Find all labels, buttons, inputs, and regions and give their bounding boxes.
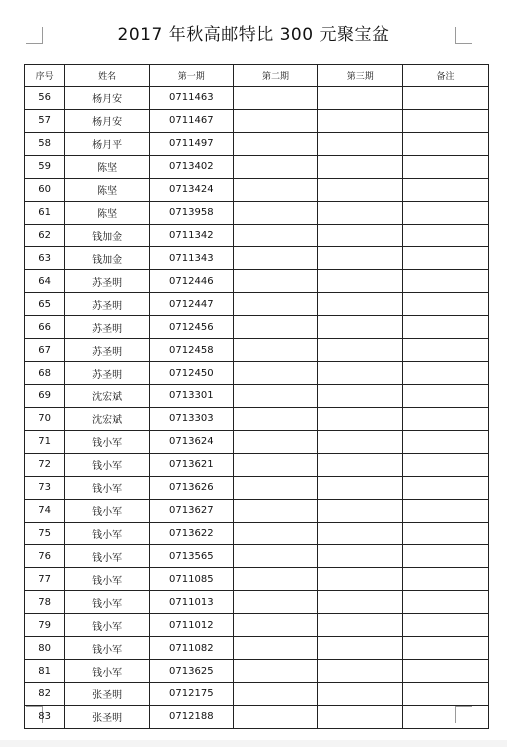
row-period-1-cell: 0712456 [149,316,233,339]
row-remarks-cell [403,637,489,660]
row-index-cell: 61 [25,201,65,224]
row-period-2-cell [233,362,318,385]
row-period-3-cell [318,316,403,339]
table-row [25,682,489,705]
table-row [25,316,489,339]
row-remarks-cell [403,522,489,545]
row-period-2-cell [233,637,318,660]
row-period-1-cell: 0711085 [149,568,233,591]
row-remarks-cell [403,384,489,407]
table-row [25,430,489,453]
table-header [25,65,489,87]
row-remarks-cell [403,132,489,155]
table-row [25,637,489,660]
row-period-1-cell: 0713625 [149,660,233,683]
row-name-cell: 钱小军 [65,522,150,545]
row-period-1-cell: 0713303 [149,407,233,430]
row-period-2-cell [233,545,318,568]
row-remarks-cell [403,545,489,568]
row-period-3-cell [318,430,403,453]
row-name-cell: 钱小军 [65,545,150,568]
row-period-2-cell [233,407,318,430]
table-row [25,155,489,178]
row-name-cell: 钱小军 [65,568,150,591]
row-remarks-cell [403,591,489,614]
row-period-2-cell [233,201,318,224]
row-period-1-cell: 0711342 [149,224,233,247]
table-row [25,568,489,591]
row-period-3-cell [318,682,403,705]
table-row [25,109,489,132]
row-period-2-cell [233,87,318,110]
row-period-3-cell [318,660,403,683]
row-index-cell: 64 [25,270,65,293]
row-index-cell: 83 [25,705,65,728]
row-period-3-cell [318,384,403,407]
row-name-cell: 苏圣明 [65,362,150,385]
row-name-cell: 苏圣明 [65,339,150,362]
row-period-3-cell [318,247,403,270]
row-period-3-cell [318,591,403,614]
row-period-1-cell: 0711463 [149,87,233,110]
row-name-cell: 陈坚 [65,178,150,201]
row-index-cell: 81 [25,660,65,683]
row-index-cell: 72 [25,453,65,476]
row-name-cell: 苏圣明 [65,270,150,293]
row-period-1-cell: 0713622 [149,522,233,545]
row-name-cell: 陈坚 [65,201,150,224]
row-index-cell: 69 [25,384,65,407]
row-period-2-cell [233,453,318,476]
row-index-cell: 68 [25,362,65,385]
row-name-cell: 张圣明 [65,682,150,705]
row-period-1-cell: 0712175 [149,682,233,705]
row-name-cell: 苏圣明 [65,316,150,339]
row-index-cell: 67 [25,339,65,362]
row-period-1-cell: 0711467 [149,109,233,132]
table-row [25,522,489,545]
row-index-cell: 57 [25,109,65,132]
col-header-period-3: 第三期 [318,65,403,87]
row-period-2-cell [233,705,318,728]
row-period-1-cell: 0711343 [149,247,233,270]
row-period-3-cell [318,522,403,545]
table-row [25,339,489,362]
row-period-3-cell [318,499,403,522]
row-period-3-cell [318,178,403,201]
row-period-3-cell [318,407,403,430]
row-index-cell: 79 [25,614,65,637]
row-period-2-cell [233,522,318,545]
row-period-2-cell [233,430,318,453]
row-index-cell: 78 [25,591,65,614]
row-remarks-cell [403,705,489,728]
row-period-3-cell [318,362,403,385]
row-period-2-cell [233,499,318,522]
row-period-1-cell: 0713301 [149,384,233,407]
row-period-1-cell: 0712447 [149,293,233,316]
row-remarks-cell [403,614,489,637]
row-name-cell: 钱小军 [65,660,150,683]
table-row [25,247,489,270]
row-remarks-cell [403,155,489,178]
row-period-3-cell [318,155,403,178]
row-name-cell: 钱加金 [65,224,150,247]
row-remarks-cell [403,476,489,499]
row-period-1-cell: 0713626 [149,476,233,499]
row-period-1-cell: 0712446 [149,270,233,293]
row-name-cell: 钱小军 [65,591,150,614]
row-index-cell: 65 [25,293,65,316]
row-index-cell: 82 [25,682,65,705]
row-name-cell: 杨月平 [65,132,150,155]
row-remarks-cell [403,339,489,362]
table-row [25,293,489,316]
row-name-cell: 杨月安 [65,109,150,132]
row-remarks-cell [403,316,489,339]
row-period-2-cell [233,660,318,683]
table-row [25,178,489,201]
row-period-2-cell [233,614,318,637]
row-remarks-cell [403,293,489,316]
row-period-1-cell: 0712450 [149,362,233,385]
col-header-period-1: 第一期 [149,65,233,87]
row-index-cell: 80 [25,637,65,660]
row-remarks-cell [403,201,489,224]
row-period-3-cell [318,614,403,637]
row-remarks-cell [403,430,489,453]
row-period-3-cell [318,109,403,132]
row-period-1-cell: 0712458 [149,339,233,362]
row-period-2-cell [233,316,318,339]
page-bottom-gap [0,740,507,747]
row-index-cell: 59 [25,155,65,178]
table-row [25,201,489,224]
row-period-2-cell [233,568,318,591]
row-name-cell: 钱小军 [65,637,150,660]
row-period-2-cell [233,132,318,155]
table-row [25,660,489,683]
row-name-cell: 钱小军 [65,430,150,453]
row-name-cell: 苏圣明 [65,293,150,316]
table-row [25,545,489,568]
row-period-2-cell [233,293,318,316]
row-period-3-cell [318,705,403,728]
row-index-cell: 56 [25,87,65,110]
row-period-1-cell: 0713958 [149,201,233,224]
row-period-1-cell: 0712188 [149,705,233,728]
row-period-2-cell [233,109,318,132]
row-period-2-cell [233,178,318,201]
row-index-cell: 71 [25,430,65,453]
table-row [25,407,489,430]
table-body [25,87,489,729]
table-row [25,132,489,155]
row-period-3-cell [318,293,403,316]
col-header-index: 序号 [25,65,65,87]
row-index-cell: 63 [25,247,65,270]
col-header-remarks: 备注 [403,65,489,87]
row-period-3-cell [318,568,403,591]
row-period-3-cell [318,545,403,568]
row-name-cell: 沈宏斌 [65,384,150,407]
row-name-cell: 钱小军 [65,453,150,476]
row-period-3-cell [318,453,403,476]
table-row [25,499,489,522]
row-period-1-cell: 0711497 [149,132,233,155]
table-row [25,614,489,637]
row-period-1-cell: 0713565 [149,545,233,568]
table-row [25,591,489,614]
row-period-2-cell [233,682,318,705]
row-period-3-cell [318,87,403,110]
row-index-cell: 58 [25,132,65,155]
row-period-3-cell [318,339,403,362]
row-index-cell: 70 [25,407,65,430]
row-remarks-cell [403,682,489,705]
table-row [25,453,489,476]
row-remarks-cell [403,270,489,293]
row-remarks-cell [403,453,489,476]
row-remarks-cell [403,109,489,132]
row-remarks-cell [403,362,489,385]
row-remarks-cell [403,660,489,683]
row-name-cell: 钱加金 [65,247,150,270]
lottery-number-table [24,64,489,729]
row-period-1-cell: 0711082 [149,637,233,660]
row-index-cell: 76 [25,545,65,568]
row-remarks-cell [403,568,489,591]
row-period-2-cell [233,155,318,178]
row-name-cell: 钱小军 [65,614,150,637]
row-period-3-cell [318,224,403,247]
col-header-name: 姓名 [65,65,150,87]
row-period-1-cell: 0713627 [149,499,233,522]
row-period-2-cell [233,270,318,293]
row-index-cell: 75 [25,522,65,545]
table-row [25,224,489,247]
row-index-cell: 60 [25,178,65,201]
row-name-cell: 钱小军 [65,499,150,522]
table-row [25,362,489,385]
row-name-cell: 陈坚 [65,155,150,178]
row-period-3-cell [318,637,403,660]
row-period-1-cell: 0713424 [149,178,233,201]
row-index-cell: 66 [25,316,65,339]
row-name-cell: 沈宏斌 [65,407,150,430]
row-period-2-cell [233,591,318,614]
header-row [25,65,489,87]
row-index-cell: 73 [25,476,65,499]
col-header-period-2: 第二期 [233,65,318,87]
row-period-3-cell [318,476,403,499]
table-row [25,384,489,407]
row-name-cell: 杨月安 [65,87,150,110]
table-row [25,270,489,293]
row-name-cell: 张圣明 [65,705,150,728]
row-period-1-cell: 0711013 [149,591,233,614]
row-index-cell: 62 [25,224,65,247]
row-period-1-cell: 0713402 [149,155,233,178]
row-remarks-cell [403,499,489,522]
row-period-2-cell [233,224,318,247]
row-period-3-cell [318,201,403,224]
row-remarks-cell [403,178,489,201]
row-remarks-cell [403,224,489,247]
row-name-cell: 钱小军 [65,476,150,499]
row-index-cell: 77 [25,568,65,591]
row-remarks-cell [403,87,489,110]
row-remarks-cell [403,247,489,270]
row-period-1-cell: 0713621 [149,453,233,476]
table-row [25,705,489,728]
row-period-2-cell [233,339,318,362]
row-period-1-cell: 0711012 [149,614,233,637]
table-row [25,87,489,110]
row-period-2-cell [233,247,318,270]
row-period-2-cell [233,384,318,407]
table-row [25,476,489,499]
document-title: 2017 年秋高邮特比 300 元聚宝盆 [117,25,390,45]
row-index-cell: 74 [25,499,65,522]
row-period-3-cell [318,132,403,155]
row-period-2-cell [233,476,318,499]
row-period-1-cell: 0713624 [149,430,233,453]
row-period-3-cell [318,270,403,293]
row-remarks-cell [403,407,489,430]
